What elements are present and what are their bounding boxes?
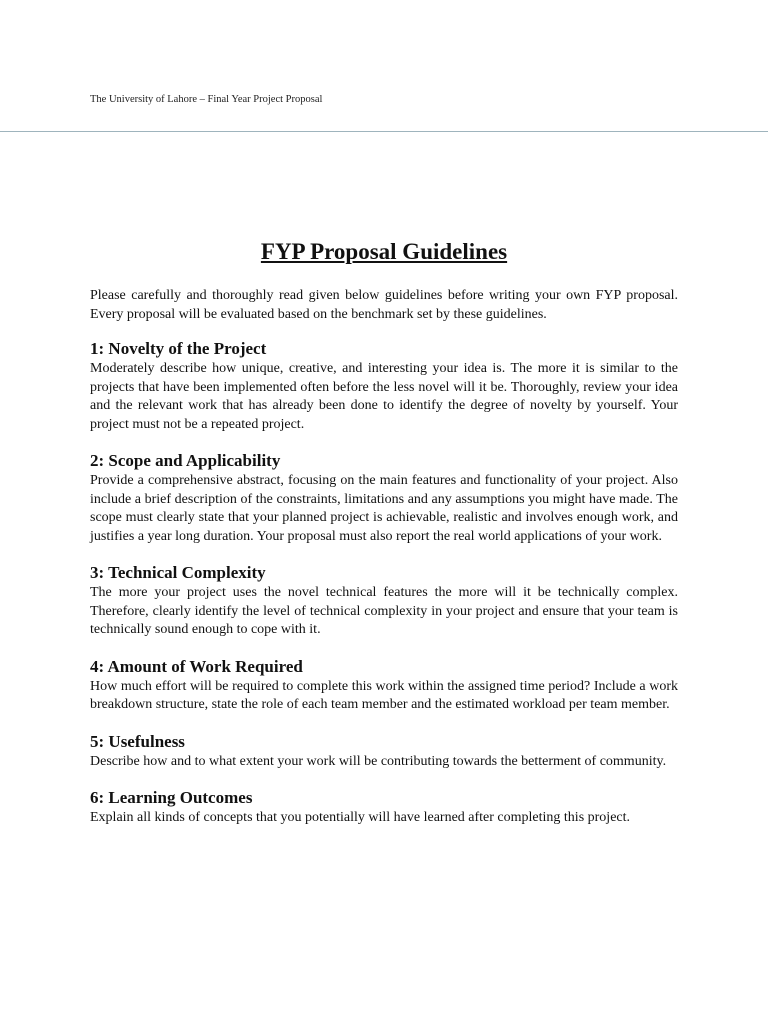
intro-paragraph: Please carefully and thoroughly read given below guidelines before writing your own FYP proposal. Every proposal will be evaluated based on the benchmark set by these guidelines. <box>90 288 678 322</box>
header-divider <box>0 131 768 132</box>
section-scope <box>90 451 678 546</box>
section-work-required <box>90 657 678 715</box>
section-heading: 2: Scope and Applicability <box>90 451 281 470</box>
section-novelty <box>90 339 678 434</box>
section-body: Describe how and to what extent your work will be contributing towards the betterment of community. <box>90 753 667 769</box>
page-title: FYP Proposal Guidelines <box>260 239 508 264</box>
section-body: Explain all kinds of concepts that you potentially will have learned after completing this project. <box>90 810 631 825</box>
section-usefulness <box>90 732 678 772</box>
page-header: The University of Lahore – Final Year Project Proposal <box>90 94 323 105</box>
section-learning-outcomes <box>90 788 678 828</box>
section-heading: 3: Technical Complexity <box>90 563 266 582</box>
section-heading: 4: Amount of Work Required <box>90 656 303 676</box>
section-heading: 1: Novelty of the Project <box>90 339 267 358</box>
section-body: How much effort will be required to complete this work within the assigned time period? Include a work breakdown structure, state the role of each team member and the estimated workload per team member. <box>90 678 678 712</box>
section-body: Provide a comprehensive abstract, focusing on the main features and functionality of your project. Also include a brief description of the constraints, limitations and any assumptions you might have made. The scope must clearly state that your planned project is achievable, realistic and involves enough work, and justifies a year long duration. Your proposal must also report the real world applications of your work. <box>90 473 678 544</box>
section-body: The more your project uses the novel technical features the more will it be technically complex. Therefore, clearly identify the level of technical complexity in your project and ensure that your team is technically sound enough to cope with it. <box>90 585 678 637</box>
section-heading: 6: Learning Outcomes <box>90 788 253 807</box>
section-body: Moderately describe how unique, creative, and interesting your idea is. The more it is similar to the projects that have been implemented often before the less novel will it be. Thoroughly, review your idea and the relevant work that has already been done to identify the degree of novelty by yourself. Your project must not be a repeated project. <box>90 361 678 432</box>
section-technical-complexity <box>90 563 678 640</box>
document-body <box>90 287 678 845</box>
section-heading: 5: Usefulness <box>90 731 185 751</box>
